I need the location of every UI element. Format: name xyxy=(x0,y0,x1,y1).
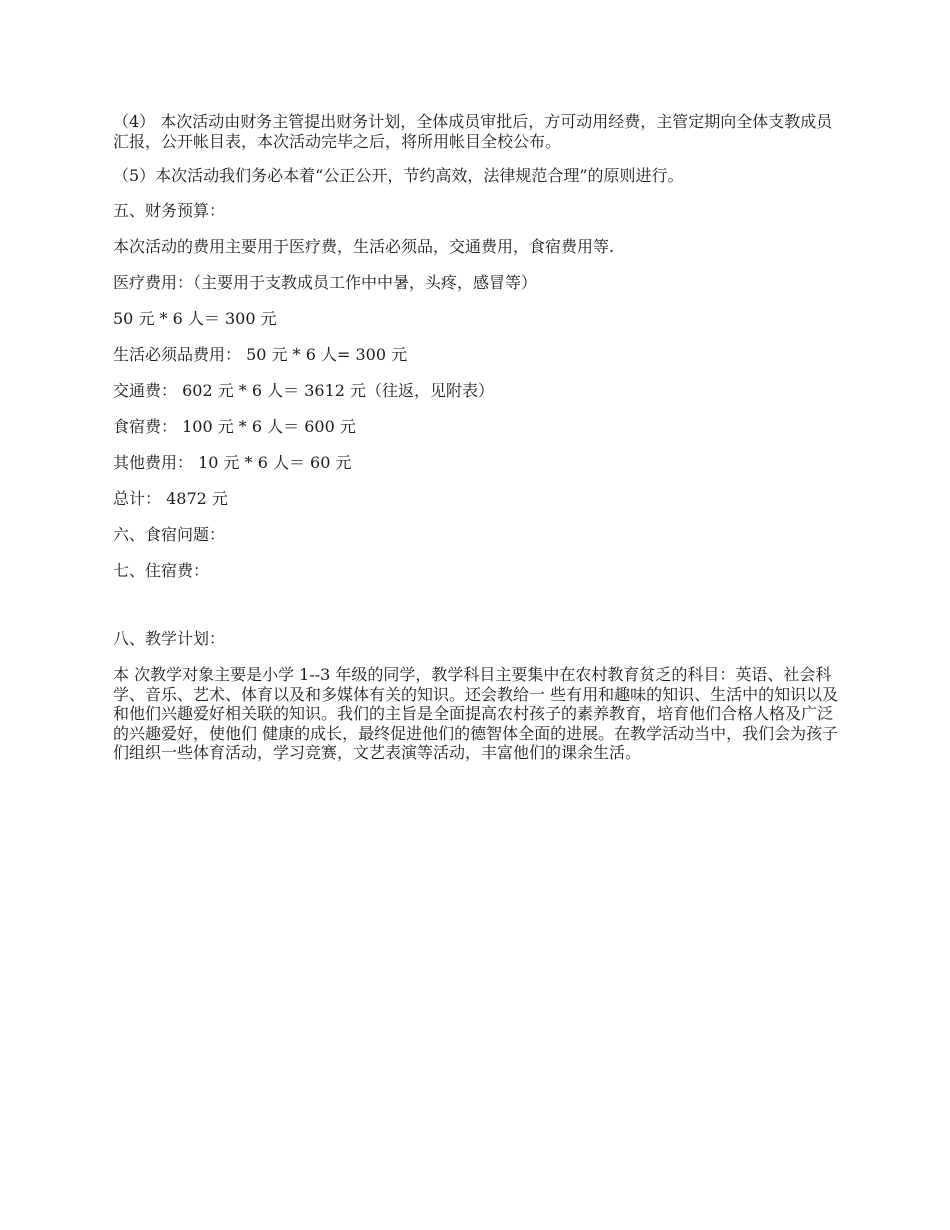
paragraph-principle: （5）本次活动我们务必本着“公正公开，节约高效，法律规范合理”的原则进行。 xyxy=(113,166,684,185)
heading-food-lodging: 六、食宿问题： xyxy=(113,525,226,544)
line-transport: 交通费： 602 元 * 6 人＝ 3612 元（往返，见附表） xyxy=(113,381,495,400)
paragraph-finance-plan: （4） 本次活动由财务主管提出财务计划，全体成员审批后，方可动用经费，主管定期向全体支教成员汇报，公开帐目表，本次活动完毕之后，将所用帐目全校公布。 xyxy=(113,112,833,151)
paragraph-budget-intro: 本次活动的费用主要用于医疗费，生活必须品，交通费用，食宿费用等. xyxy=(113,237,615,256)
line-food: 食宿费： 100 元 * 6 人＝ 600 元 xyxy=(113,417,356,436)
heading-teaching-plan: 八、教学计划： xyxy=(113,629,226,648)
line-medical: 医疗费用：（主要用于支教成员工作中中暑，头疼，感冒等） xyxy=(113,273,538,292)
line-necessities: 生活必须品费用： 50 元 * 6 人= 300 元 xyxy=(113,345,408,364)
document-page xyxy=(113,112,841,763)
paragraph-teaching-plan: 本 次教学对象主要是小学 1--3 年级的同学，教学科目主要集中在农村教育贫乏的科目：英语、社会科学、音乐、艺术、体育以及和多媒体有关的知识。还会教给一 些有用和趣味的知识、生活中的知识以及和他们兴趣爱好相关联的知识。我们的主旨是全面提高农村孩子的素养教育，培育他们合格人格及广泛的兴趣爱好，使他们 健康的成长，最终促进他们的德智体全面的进展。在教学活动当中，我们会为孩子们组织一些体育活动，学习竞赛，文艺表演等活动，丰富他们的课余生活。 xyxy=(113,665,839,762)
line-medical-calc: 50 元 * 6 人＝ 300 元 xyxy=(113,309,277,328)
heading-budget: 五、财务预算： xyxy=(113,201,226,220)
line-total: 总计： 4872 元 xyxy=(113,489,228,508)
line-other: 其他费用： 10 元 * 6 人＝ 60 元 xyxy=(113,453,352,472)
heading-lodging-fee: 七、住宿费： xyxy=(113,561,210,580)
